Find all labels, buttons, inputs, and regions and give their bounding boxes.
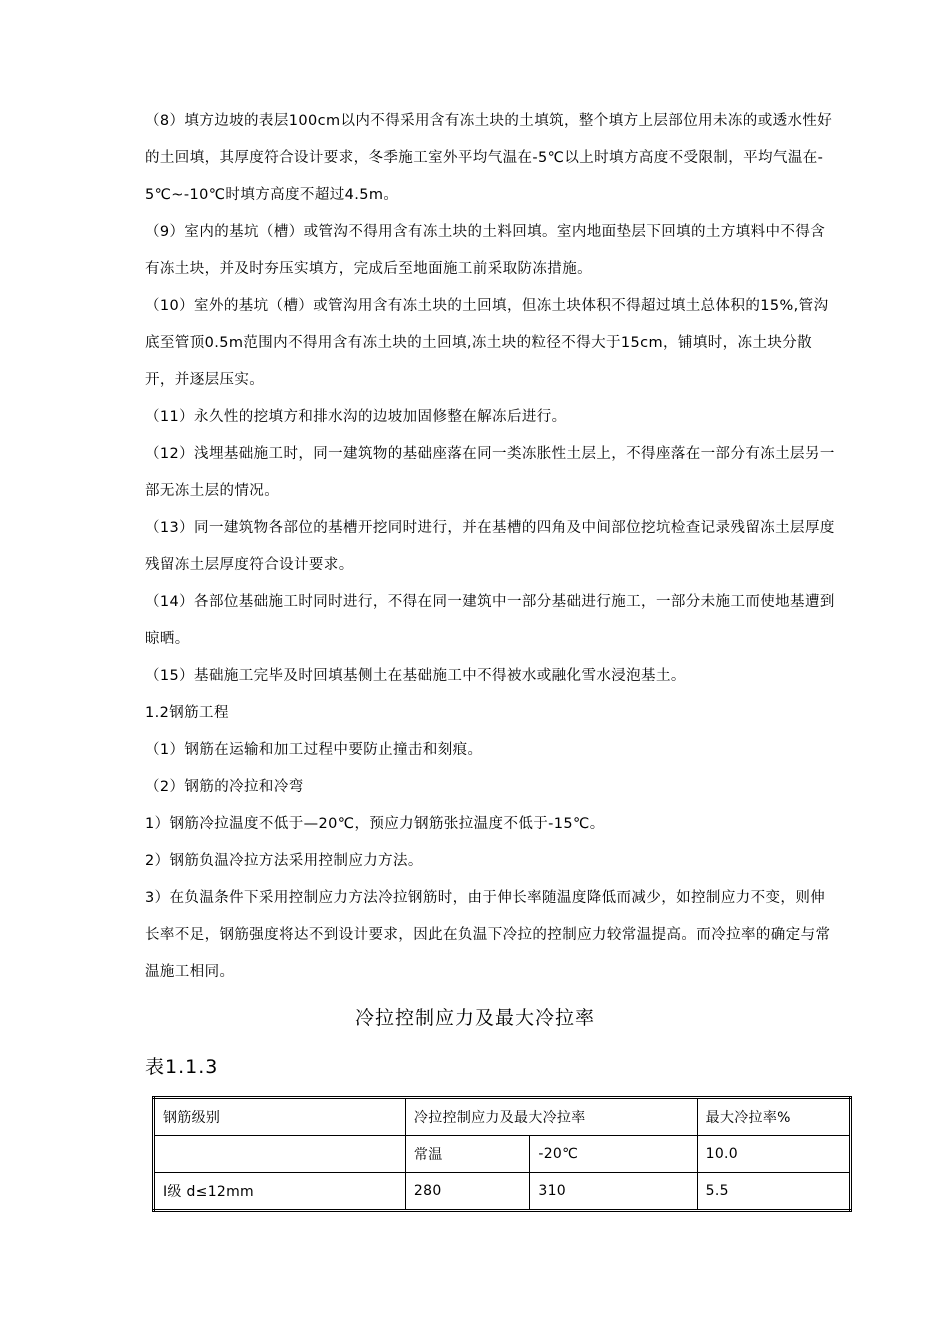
paragraph-9: （9）室内的基坑（槽）或管沟不得用含有冻土块的土料回填。室内地面垫层下回填的土方填料中不得含有冻土块，并及时夯压实填方，完成后至地面施工前采取防冻措施。 [145, 224, 826, 277]
header-max-rate: 最大冷拉率% [697, 1098, 850, 1136]
subheader-grade [154, 1136, 406, 1173]
table-number: 表1.1.3 [145, 1056, 219, 1078]
paragraph-13: （13）同一建筑物各部位的基槽开挖同时进行，并在基槽的四角及中间部位挖坑检查记录残留冻土层厚度残留冻土层厚度符合设计要求。 [145, 520, 835, 573]
cell-minus20: 310 [530, 1173, 697, 1211]
paragraph-12: （12）浅埋基础施工时，同一建筑物的基础座落在同一类冻胀性土层上，不得座落在一部分有冻土层另一部无冻土层的情况。 [145, 446, 835, 499]
subheader-max-rate: 10.0 [697, 1136, 850, 1173]
paragraph-8: （8）填方边坡的表层100cm以内不得采用含有冻土块的土填筑，整个填方上层部位用未冻的或透水性好的土回填，其厚度符合设计要求，冬季施工室外平均气温在-5℃以上时填方高度不受限制，平均气温在-5℃~-10℃时填方高度不超过4.5m。 [145, 113, 833, 203]
section-heading-rebar: 1.2钢筋工程 [145, 705, 229, 721]
header-grade: 钢筋级别 [154, 1098, 406, 1136]
rebar-subitem-1: 1）钢筋冷拉温度不低于—20℃，预应力钢筋张拉温度不低于-15℃。 [145, 816, 605, 832]
table-header-row [154, 1098, 851, 1136]
paragraph-15: （15）基础施工完毕及时回填基侧土在基础施工中不得被水或融化雪水浸泡基土。 [145, 668, 686, 684]
rebar-subitem-3: 3）在负温条件下采用控制应力方法冷拉钢筋时，由于伸长率随温度降低而减少，如控制应力不变，则伸长率不足，钢筋强度将达不到设计要求，因此在负温下冷拉的控制应力较常温提高。而冷拉率的确定与常温施工相同。 [145, 890, 831, 980]
subheader-minus20: -20℃ [530, 1136, 697, 1173]
body-text [145, 103, 835, 991]
rebar-item-2: （2）钢筋的冷拉和冷弯 [145, 779, 304, 795]
paragraph-11: （11）永久性的挖填方和排水沟的边坡加固修整在解冻后进行。 [145, 409, 567, 425]
subheader-normal-temp: 常温 [405, 1136, 529, 1173]
cell-grade: Ⅰ级 d≤12mm [154, 1173, 406, 1211]
table-title: 冷拉控制应力及最大冷拉率 [354, 1007, 595, 1029]
rebar-subitem-2: 2）钢筋负温冷拉方法采用控制应力方法。 [145, 853, 423, 869]
table-row [154, 1173, 851, 1211]
cell-max-rate: 5.5 [697, 1173, 850, 1211]
cold-drawing-table [152, 1096, 852, 1212]
header-control-stress: 冷拉控制应力及最大冷拉率 [405, 1098, 697, 1136]
cell-normal: 280 [405, 1173, 529, 1211]
table-subheader-row [154, 1136, 851, 1173]
paragraph-14: （14）各部位基础施工时同时进行，不得在同一建筑中一部分基础进行施工，一部分未施工而使地基遭到晾晒。 [145, 594, 835, 647]
paragraph-10: （10）室外的基坑（槽）或管沟用含有冻土块的土回填，但冻土块体积不得超过填土总体积的15%,管沟底至管顶0.5m范围内不得用含有冻土块的土回填,冻土块的粒径不得大于15cm，铺填时，冻土块分散开，并逐层压实。 [145, 298, 829, 388]
rebar-item-1: （1）钢筋在运输和加工过程中要防止撞击和刻痕。 [145, 742, 483, 758]
